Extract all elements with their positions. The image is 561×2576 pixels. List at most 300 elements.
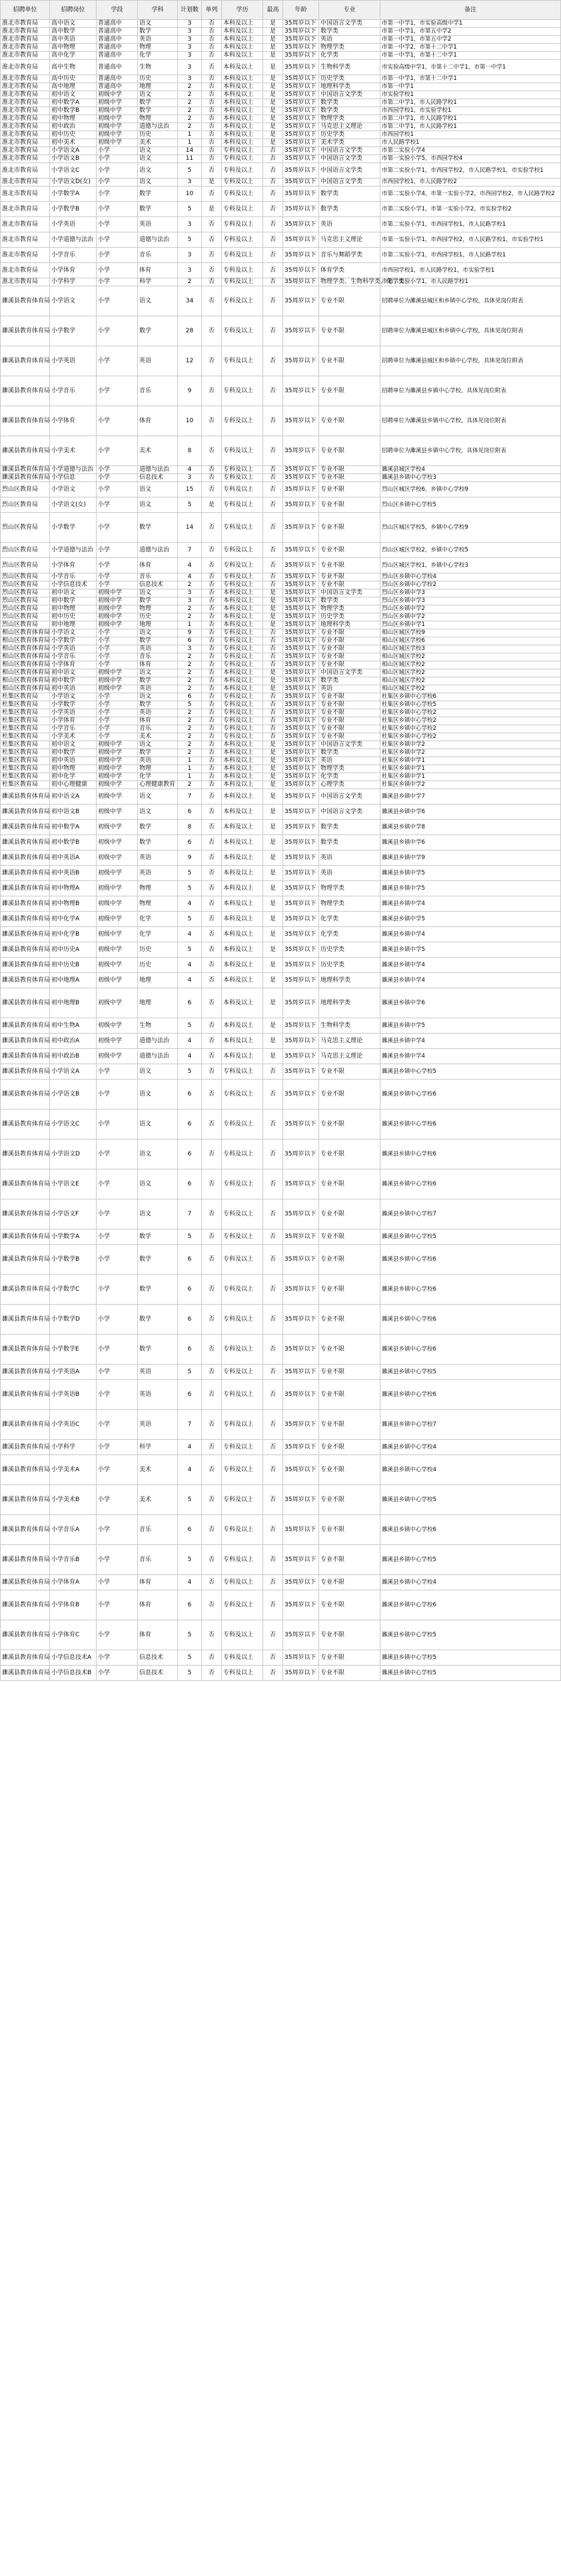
remark-cell: 相山区城区学校9: [380, 629, 561, 637]
unit-cell: 淮北市教育局: [1, 278, 50, 286]
table-row: [1, 91, 561, 99]
degree-cell: 是: [263, 1034, 283, 1049]
column-header: 招聘岗位: [50, 1, 97, 20]
stage-cell: 小学: [97, 1545, 138, 1575]
age-cell: 35周岁以下: [283, 36, 319, 44]
remark-cell: 濉溪县乡镇中学6: [380, 835, 561, 850]
age-cell: 35周岁以下: [283, 60, 319, 75]
education-cell: 专科及以上: [222, 558, 263, 573]
post-cell: 小学道德与法治: [50, 543, 97, 558]
major-cell: 数学类: [319, 749, 380, 757]
stage-cell: 初级中学: [97, 123, 138, 131]
stage-cell: 小学: [97, 717, 138, 725]
subject-cell: 美术: [138, 139, 178, 147]
table-row: [1, 60, 561, 75]
table-row: [1, 1575, 561, 1590]
plan-count-cell: 2: [178, 669, 202, 677]
major-cell: 专业不限: [319, 1365, 380, 1380]
plan-count-cell: 4: [178, 466, 202, 474]
stage-cell: 初级中学: [97, 973, 138, 988]
remark-cell: 濉溪县乡镇中心学校6: [380, 1245, 561, 1275]
stage-cell: 小学: [97, 263, 138, 278]
major-cell: 数学类: [319, 597, 380, 605]
subject-cell: 音乐: [138, 573, 178, 581]
plan-count-cell: 5: [178, 1545, 202, 1575]
education-cell: 专科及以上: [222, 645, 263, 653]
table-row: [1, 248, 561, 263]
single-cell: 否: [202, 163, 222, 178]
major-cell: 专业不限: [319, 1199, 380, 1229]
table-row: [1, 973, 561, 988]
single-cell: 否: [202, 927, 222, 942]
age-cell: 35周岁以下: [283, 637, 319, 645]
plan-count-cell: 2: [178, 278, 202, 286]
post-cell: 初中美术: [50, 139, 97, 147]
subject-cell: 生物: [138, 60, 178, 75]
column-header: 备注: [380, 1, 561, 20]
unit-cell: 淮北市教育局: [1, 52, 50, 60]
table-row: [1, 1245, 561, 1275]
major-cell: 专业不限: [319, 1229, 380, 1245]
education-cell: 专科及以上: [222, 1335, 263, 1365]
education-cell: 本科及以上: [222, 677, 263, 685]
plan-count-cell: 6: [178, 1245, 202, 1275]
degree-cell: 是: [263, 139, 283, 147]
age-cell: 35周岁以下: [283, 1620, 319, 1650]
subject-cell: 语文: [138, 741, 178, 749]
education-cell: 专科及以上: [222, 543, 263, 558]
plan-count-cell: 2: [178, 107, 202, 115]
education-cell: 专科及以上: [222, 474, 263, 482]
single-cell: 是: [202, 202, 222, 217]
education-cell: 本科及以上: [222, 75, 263, 83]
unit-cell: 濉溪县教育体育局: [1, 1018, 50, 1034]
remark-cell: 相山区城区学校2: [380, 685, 561, 693]
table-row: [1, 286, 561, 316]
degree-cell: 是: [263, 685, 283, 693]
single-cell: 否: [202, 605, 222, 613]
table-row: [1, 115, 561, 123]
degree-cell: 是: [263, 605, 283, 613]
remark-cell: 市实验学校1: [380, 91, 561, 99]
unit-cell: 濉溪县教育体育局: [1, 406, 50, 436]
plan-count-cell: 2: [178, 115, 202, 123]
remark-cell: 濉溪县乡镇中心学校6: [380, 1110, 561, 1139]
major-cell: 专业不限: [319, 581, 380, 589]
age-cell: 35周岁以下: [283, 1275, 319, 1305]
major-cell: 专业不限: [319, 1485, 380, 1515]
plan-count-cell: 4: [178, 927, 202, 942]
table-row: [1, 1410, 561, 1440]
subject-cell: 化学: [138, 52, 178, 60]
single-cell: 否: [202, 83, 222, 91]
post-cell: 初中政治: [50, 123, 97, 131]
subject-cell: 音乐: [138, 725, 178, 733]
single-cell: 否: [202, 107, 222, 115]
single-cell: 否: [202, 820, 222, 835]
table-row: [1, 558, 561, 573]
table-row: [1, 1365, 561, 1380]
major-cell: 专业不限: [319, 1335, 380, 1365]
degree-cell: 是: [263, 781, 283, 789]
age-cell: 35周岁以下: [283, 1199, 319, 1229]
stage-cell: 小学: [97, 1455, 138, 1485]
major-cell: 专业不限: [319, 573, 380, 581]
table-row: [1, 942, 561, 958]
education-cell: 专科及以上: [222, 1590, 263, 1620]
major-cell: 马克思主义理论: [319, 1034, 380, 1049]
table-row: [1, 139, 561, 147]
education-cell: 专科及以上: [222, 186, 263, 202]
age-cell: 35周岁以下: [283, 1650, 319, 1666]
education-cell: 本科及以上: [222, 765, 263, 773]
post-cell: 高中历史: [50, 75, 97, 83]
table-row: [1, 749, 561, 757]
education-cell: 专科及以上: [222, 178, 263, 186]
subject-cell: 语文: [138, 497, 178, 513]
single-cell: 否: [202, 232, 222, 248]
post-cell: 小学数学D: [50, 1305, 97, 1335]
unit-cell: 濉溪县教育体育局: [1, 973, 50, 988]
education-cell: 专科及以上: [222, 709, 263, 717]
subject-cell: 数学: [138, 637, 178, 645]
table-row: [1, 1034, 561, 1049]
single-cell: 否: [202, 597, 222, 605]
education-cell: 专科及以上: [222, 637, 263, 645]
education-cell: 本科及以上: [222, 789, 263, 805]
table-row: [1, 497, 561, 513]
stage-cell: 小学: [97, 1139, 138, 1169]
subject-cell: 美术: [138, 436, 178, 466]
degree-cell: 否: [263, 474, 283, 482]
post-cell: 初中化学A: [50, 912, 97, 927]
stage-cell: 初级中学: [97, 757, 138, 765]
major-cell: 专业不限: [319, 436, 380, 466]
subject-cell: 音乐: [138, 248, 178, 263]
education-cell: 专科及以上: [222, 286, 263, 316]
age-cell: 35周岁以下: [283, 765, 319, 773]
degree-cell: 否: [263, 733, 283, 741]
remark-cell: 相山区城区学校2: [380, 653, 561, 661]
age-cell: 35周岁以下: [283, 850, 319, 866]
age-cell: 35周岁以下: [283, 107, 319, 115]
age-cell: 35周岁以下: [283, 896, 319, 912]
stage-cell: 小学: [97, 653, 138, 661]
table-row: [1, 83, 561, 91]
post-cell: 小学语文(女): [50, 497, 97, 513]
table-row: [1, 669, 561, 677]
single-cell: 否: [202, 131, 222, 139]
table-row: [1, 850, 561, 866]
unit-cell: 濉溪县教育体育局: [1, 1245, 50, 1275]
subject-cell: 体育: [138, 1590, 178, 1620]
age-cell: 35周岁以下: [283, 178, 319, 186]
stage-cell: 小学: [97, 1275, 138, 1305]
stage-cell: 小学: [97, 155, 138, 163]
education-cell: 专科及以上: [222, 733, 263, 741]
single-cell: 否: [202, 573, 222, 581]
subject-cell: 地理: [138, 973, 178, 988]
single-cell: 否: [202, 1275, 222, 1305]
plan-count-cell: 4: [178, 1440, 202, 1455]
stage-cell: 小学: [97, 1064, 138, 1080]
stage-cell: 初级中学: [97, 107, 138, 115]
age-cell: 35周岁以下: [283, 733, 319, 741]
post-cell: 初中英语: [50, 685, 97, 693]
education-cell: 专科及以上: [222, 466, 263, 474]
stage-cell: 初级中学: [97, 866, 138, 881]
plan-count-cell: 3: [178, 52, 202, 60]
major-cell: 物理学类: [319, 765, 380, 773]
degree-cell: 是: [263, 896, 283, 912]
plan-count-cell: 1: [178, 757, 202, 765]
table-row: [1, 1305, 561, 1335]
stage-cell: 初级中学: [97, 685, 138, 693]
subject-cell: 语文: [138, 1064, 178, 1080]
stage-cell: 普通高中: [97, 83, 138, 91]
stage-cell: 初级中学: [97, 958, 138, 973]
remark-cell: 烈山区乡镇中学2: [380, 605, 561, 613]
education-cell: 本科及以上: [222, 1049, 263, 1064]
age-cell: 35周岁以下: [283, 466, 319, 474]
stage-cell: 小学: [97, 316, 138, 346]
major-cell: 专业不限: [319, 1515, 380, 1545]
stage-cell: 小学: [97, 178, 138, 186]
post-cell: 小学信息技术A: [50, 1650, 97, 1666]
major-cell: 专业不限: [319, 1169, 380, 1199]
age-cell: 35周岁以下: [283, 75, 319, 83]
age-cell: 35周岁以下: [283, 693, 319, 701]
major-cell: 物理学类: [319, 881, 380, 896]
stage-cell: 小学: [97, 1515, 138, 1545]
stage-cell: 小学: [97, 1110, 138, 1139]
education-cell: 专科及以上: [222, 1064, 263, 1080]
stage-cell: 初级中学: [97, 988, 138, 1018]
single-cell: 否: [202, 1245, 222, 1275]
single-cell: 否: [202, 1440, 222, 1455]
unit-cell: 烈山区教育局: [1, 543, 50, 558]
single-cell: 否: [202, 263, 222, 278]
major-cell: 数学类: [319, 28, 380, 36]
education-cell: 专科及以上: [222, 1110, 263, 1139]
education-cell: 专科及以上: [222, 155, 263, 163]
plan-count-cell: 4: [178, 896, 202, 912]
subject-cell: 化学: [138, 773, 178, 781]
subject-cell: 体育: [138, 558, 178, 573]
remark-cell: 市第一中学1: [380, 83, 561, 91]
stage-cell: 小学: [97, 406, 138, 436]
degree-cell: 否: [263, 1440, 283, 1455]
degree-cell: 是: [263, 669, 283, 677]
degree-cell: 是: [263, 741, 283, 749]
unit-cell: 濉溪县教育体育局: [1, 1229, 50, 1245]
degree-cell: 否: [263, 436, 283, 466]
stage-cell: 小学: [97, 202, 138, 217]
major-cell: 专业不限: [319, 653, 380, 661]
major-cell: 中国语言文学类: [319, 155, 380, 163]
major-cell: 中国语言文学类: [319, 163, 380, 178]
age-cell: 35周岁以下: [283, 1169, 319, 1199]
unit-cell: 淮北市教育局: [1, 83, 50, 91]
stage-cell: 初级中学: [97, 1018, 138, 1034]
unit-cell: 濉溪县教育体育局: [1, 789, 50, 805]
major-cell: 专业不限: [319, 1590, 380, 1620]
stage-cell: 小学: [97, 147, 138, 155]
stage-cell: 小学: [97, 1365, 138, 1380]
remark-cell: 市西园学校1，市人民路学校2: [380, 178, 561, 186]
plan-count-cell: 1: [178, 621, 202, 629]
table-row: [1, 773, 561, 781]
major-cell: 数学类: [319, 186, 380, 202]
remark-cell: 市第一中学1，市第五中学2: [380, 36, 561, 44]
education-cell: 本科及以上: [222, 685, 263, 693]
remark-cell: 濉溪县乡镇中心学校6: [380, 1515, 561, 1545]
degree-cell: 否: [263, 1169, 283, 1199]
unit-cell: 濉溪县教育体育局: [1, 912, 50, 927]
post-cell: 小学数学A: [50, 1229, 97, 1245]
remark-cell: 杜集区乡镇中学2: [380, 741, 561, 749]
unit-cell: 濉溪县教育体育局: [1, 316, 50, 346]
single-cell: 否: [202, 543, 222, 558]
subject-cell: 数学: [138, 202, 178, 217]
single-cell: 否: [202, 1620, 222, 1650]
education-cell: 专科及以上: [222, 1440, 263, 1455]
single-cell: 否: [202, 474, 222, 482]
degree-cell: 否: [263, 653, 283, 661]
education-cell: 专科及以上: [222, 693, 263, 701]
degree-cell: 否: [263, 1455, 283, 1485]
unit-cell: 濉溪县教育体育局: [1, 1380, 50, 1410]
post-cell: 初中历史: [50, 613, 97, 621]
single-cell: 否: [202, 217, 222, 232]
stage-cell: 初级中学: [97, 131, 138, 139]
post-cell: 小学美术B: [50, 1485, 97, 1515]
stage-cell: 普通高中: [97, 20, 138, 28]
age-cell: 35周岁以下: [283, 91, 319, 99]
education-cell: 本科及以上: [222, 44, 263, 52]
degree-cell: 是: [263, 835, 283, 850]
stage-cell: 小学: [97, 248, 138, 263]
subject-cell: 语文: [138, 1169, 178, 1199]
education-cell: 专科及以上: [222, 725, 263, 733]
single-cell: 否: [202, 589, 222, 597]
stage-cell: 初级中学: [97, 820, 138, 835]
plan-count-cell: 5: [178, 1666, 202, 1681]
major-cell: 马克思主义理论: [319, 1049, 380, 1064]
remark-cell: 濉溪县乡镇中心学校7: [380, 1199, 561, 1229]
table-row: [1, 605, 561, 613]
unit-cell: 淮北市教育局: [1, 217, 50, 232]
table-row: [1, 621, 561, 629]
unit-cell: 淮北市教育局: [1, 44, 50, 52]
degree-cell: 否: [263, 1515, 283, 1545]
stage-cell: 小学: [97, 163, 138, 178]
subject-cell: 音乐: [138, 1545, 178, 1575]
subject-cell: 英语: [138, 1365, 178, 1380]
table-row: [1, 1110, 561, 1139]
unit-cell: 濉溪县教育体育局: [1, 988, 50, 1018]
major-cell: 专业不限: [319, 1620, 380, 1650]
subject-cell: 物理: [138, 896, 178, 912]
unit-cell: 杜集区教育局: [1, 725, 50, 733]
education-cell: 专科及以上: [222, 1455, 263, 1485]
stage-cell: 初级中学: [97, 677, 138, 685]
major-cell: 马克思主义理论: [319, 232, 380, 248]
subject-cell: 语文: [138, 629, 178, 637]
plan-count-cell: 3: [178, 263, 202, 278]
remark-cell: 濉溪县乡镇中心学校4: [380, 1440, 561, 1455]
single-cell: 是: [202, 497, 222, 513]
remark-cell: 濉溪县乡镇中心学校4: [380, 1455, 561, 1485]
unit-cell: 濉溪县教育体育局: [1, 850, 50, 866]
education-cell: 本科及以上: [222, 749, 263, 757]
table-row: [1, 263, 561, 278]
stage-cell: 初级中学: [97, 805, 138, 820]
single-cell: 否: [202, 653, 222, 661]
plan-count-cell: 28: [178, 316, 202, 346]
remark-cell: 杜集区乡镇中心学校2: [380, 733, 561, 741]
table-row: [1, 513, 561, 543]
subject-cell: 数学: [138, 513, 178, 543]
single-cell: 否: [202, 1590, 222, 1620]
remark-cell: 市第二实验小学1，市人民路学校1: [380, 278, 561, 286]
age-cell: 35周岁以下: [283, 186, 319, 202]
remark-cell: 杜集区乡镇中心学校6: [380, 693, 561, 701]
age-cell: 35周岁以下: [283, 163, 319, 178]
single-cell: 否: [202, 558, 222, 573]
degree-cell: 否: [263, 629, 283, 637]
plan-count-cell: 5: [178, 881, 202, 896]
post-cell: 高中地理: [50, 83, 97, 91]
education-cell: 专科及以上: [222, 406, 263, 436]
table-row: [1, 466, 561, 474]
post-cell: 小学美术: [50, 436, 97, 466]
degree-cell: 否: [263, 1485, 283, 1515]
degree-cell: 是: [263, 773, 283, 781]
unit-cell: 淮北市教育局: [1, 99, 50, 107]
plan-count-cell: 2: [178, 99, 202, 107]
major-cell: 英语: [319, 685, 380, 693]
degree-cell: 否: [263, 1650, 283, 1666]
subject-cell: 美术: [138, 1455, 178, 1485]
degree-cell: 是: [263, 613, 283, 621]
major-cell: 专业不限: [319, 474, 380, 482]
table-row: [1, 482, 561, 497]
age-cell: 35周岁以下: [283, 725, 319, 733]
post-cell: 初中生物A: [50, 1018, 97, 1034]
unit-cell: 烈山区教育局: [1, 573, 50, 581]
single-cell: 否: [202, 1305, 222, 1335]
degree-cell: 否: [263, 1410, 283, 1440]
stage-cell: 小学: [97, 217, 138, 232]
table-row: [1, 1650, 561, 1666]
remark-cell: 濉溪县乡镇中心学校5: [380, 1545, 561, 1575]
degree-cell: 是: [263, 589, 283, 597]
major-cell: 英语: [319, 866, 380, 881]
remark-cell: 濉溪县乡镇中心学校3: [380, 474, 561, 482]
single-cell: 否: [202, 1650, 222, 1666]
major-cell: 中国语言文学类: [319, 20, 380, 28]
post-cell: 初中物理: [50, 765, 97, 773]
plan-count-cell: 5: [178, 497, 202, 513]
stage-cell: 普通高中: [97, 52, 138, 60]
education-cell: 专科及以上: [222, 202, 263, 217]
post-cell: 小学英语: [50, 709, 97, 717]
unit-cell: 淮北市教育局: [1, 28, 50, 36]
single-cell: 否: [202, 1380, 222, 1410]
post-cell: 初中历史B: [50, 958, 97, 973]
single-cell: 否: [202, 1545, 222, 1575]
